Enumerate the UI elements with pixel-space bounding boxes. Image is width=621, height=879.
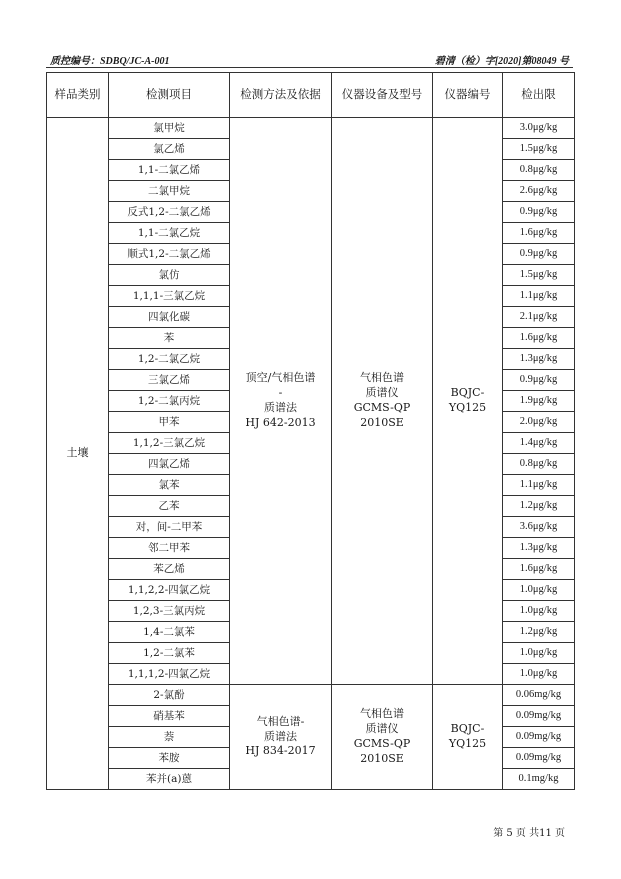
instrument-no-cell [433,118,503,685]
item-cell: 萘 [109,727,230,748]
col-instrument: 仪器设备及型号 [332,73,433,118]
item-cell: 四氯乙烯 [109,454,230,475]
item-cell: 苯乙烯 [109,559,230,580]
instrument-cell-line: 2010SE [360,415,404,429]
col-instrument-no: 仪器编号 [433,73,503,118]
item-cell: 1,1,2-三氯乙烷 [109,433,230,454]
item-cell: 甲苯 [109,412,230,433]
col-sample-type: 样品类别 [47,73,109,118]
item-cell: 氯苯 [109,475,230,496]
limit-cell: 3.0μg/kg [503,118,575,139]
item-cell: 1,4-二氯苯 [109,622,230,643]
instrument-cell [332,118,433,685]
limit-cell: 1.0μg/kg [503,580,575,601]
limit-cell: 1.6μg/kg [503,328,575,349]
limit-cell: 1.6μg/kg [503,559,575,580]
report-number: 碧清（检）字[2020]第08049 号 [434,56,569,67]
limit-cell: 0.1mg/kg [503,769,575,790]
item-cell: 对，间-二甲苯 [109,517,230,538]
item-cell: 1,2-二氯苯 [109,643,230,664]
instrument-cell-line: 2010SE [360,751,404,765]
limit-cell: 0.06mg/kg [503,685,575,706]
limit-cell: 0.9μg/kg [503,202,575,223]
qc-number: 质控编号：SDBQ/JC-A-001 [50,56,170,67]
item-cell: 1,1-二氯乙烯 [109,160,230,181]
method-cell [230,685,332,790]
item-cell: 顺式1,2-二氯乙烯 [109,244,230,265]
item-cell: 苯 [109,328,230,349]
limit-cell: 1.0μg/kg [503,664,575,685]
limit-cell: 2.0μg/kg [503,412,575,433]
item-cell: 氯甲烷 [109,118,230,139]
page-number: 第 5 页 共11 页 [493,828,565,839]
instrument-cell [332,685,433,790]
table-row [47,118,575,139]
instrument-cell-line: 质谱仪 [365,722,399,736]
item-cell: 苯并(a)蒽 [109,769,230,790]
limit-cell: 0.09mg/kg [503,748,575,769]
item-cell: 二氯甲烷 [109,181,230,202]
item-cell: 四氯化碳 [109,307,230,328]
limit-cell: 0.8μg/kg [503,160,575,181]
limit-cell: 1.2μg/kg [503,622,575,643]
item-cell: 乙苯 [109,496,230,517]
item-cell: 1,2,3-三氯丙烷 [109,601,230,622]
item-cell: 三氯乙烯 [109,370,230,391]
instrument-cell-line: GCMS-QP [353,401,411,414]
item-cell: 反式1,2-二氯乙烯 [109,202,230,223]
method-cell [230,118,332,685]
col-method: 检测方法及依据 [230,73,332,118]
limit-cell: 0.8μg/kg [503,454,575,475]
limit-cell: 0.9μg/kg [503,370,575,391]
item-cell: 硝基苯 [109,706,230,727]
instrument-no-cell-line: BQJC- [450,722,485,736]
limit-cell: 1.0μg/kg [503,601,575,622]
item-cell: 氯乙烯 [109,139,230,160]
method-cell-line: 顶空/气相色谱 [245,371,316,385]
detection-table [46,72,575,790]
table-row [47,685,575,706]
limit-cell: 1.2μg/kg [503,496,575,517]
limit-cell: 1.1μg/kg [503,286,575,307]
table-header-row [47,73,575,118]
limit-cell: 1.4μg/kg [503,433,575,454]
limit-cell: 0.09mg/kg [503,706,575,727]
item-cell: 苯胺 [109,748,230,769]
limit-cell: 1.5μg/kg [503,139,575,160]
limit-cell: 1.1μg/kg [503,475,575,496]
limit-cell: 3.6μg/kg [503,517,575,538]
limit-cell: 0.09mg/kg [503,727,575,748]
instrument-cell-line: GCMS-QP [353,737,411,750]
method-cell-line: 气相色谱- [256,714,305,728]
instrument-no-cell-line: YQ125 [448,737,487,750]
limit-cell: 1.5μg/kg [503,265,575,286]
item-cell: 1,1,2,2-四氯乙烷 [109,580,230,601]
limit-cell: 1.6μg/kg [503,223,575,244]
sample-type-cell: 土壤 [47,118,109,790]
item-cell: 2-氯酚 [109,685,230,706]
col-item: 检测项目 [109,73,230,118]
limit-cell: 2.6μg/kg [503,181,575,202]
col-limit: 检出限 [503,73,575,118]
instrument-no-cell-line: YQ125 [448,401,487,414]
item-cell: 邻二甲苯 [109,538,230,559]
method-cell-line: 质谱法 [264,729,297,743]
limit-cell: 1.0μg/kg [503,643,575,664]
item-cell: 氯仿 [109,265,230,286]
method-cell-line: HJ 642-2013 [245,415,316,429]
item-cell: 1,2-二氯乙烷 [109,349,230,370]
instrument-cell-line: 气相色谱 [360,371,404,385]
instrument-cell-line: 气相色谱 [360,707,404,721]
method-cell-line: 质谱法 [264,401,297,414]
limit-cell: 2.1μg/kg [503,307,575,328]
limit-cell: 1.3μg/kg [503,349,575,370]
limit-cell: 1.9μg/kg [503,391,575,412]
method-cell-line: - [278,386,283,400]
item-cell: 1,1-二氯乙烷 [109,223,230,244]
method-cell-line: HJ 834-2017 [245,744,316,758]
limit-cell: 1.3μg/kg [503,538,575,559]
instrument-no-cell [433,685,503,790]
item-cell: 1,1,1-三氯乙烷 [109,286,230,307]
instrument-no-cell-line: BQJC- [450,386,485,400]
item-cell: 1,2-二氯丙烷 [109,391,230,412]
item-cell: 1,1,1,2-四氯乙烷 [109,664,230,685]
header-rule [46,67,573,68]
instrument-cell-line: 质谱仪 [365,386,399,400]
limit-cell: 0.9μg/kg [503,244,575,265]
